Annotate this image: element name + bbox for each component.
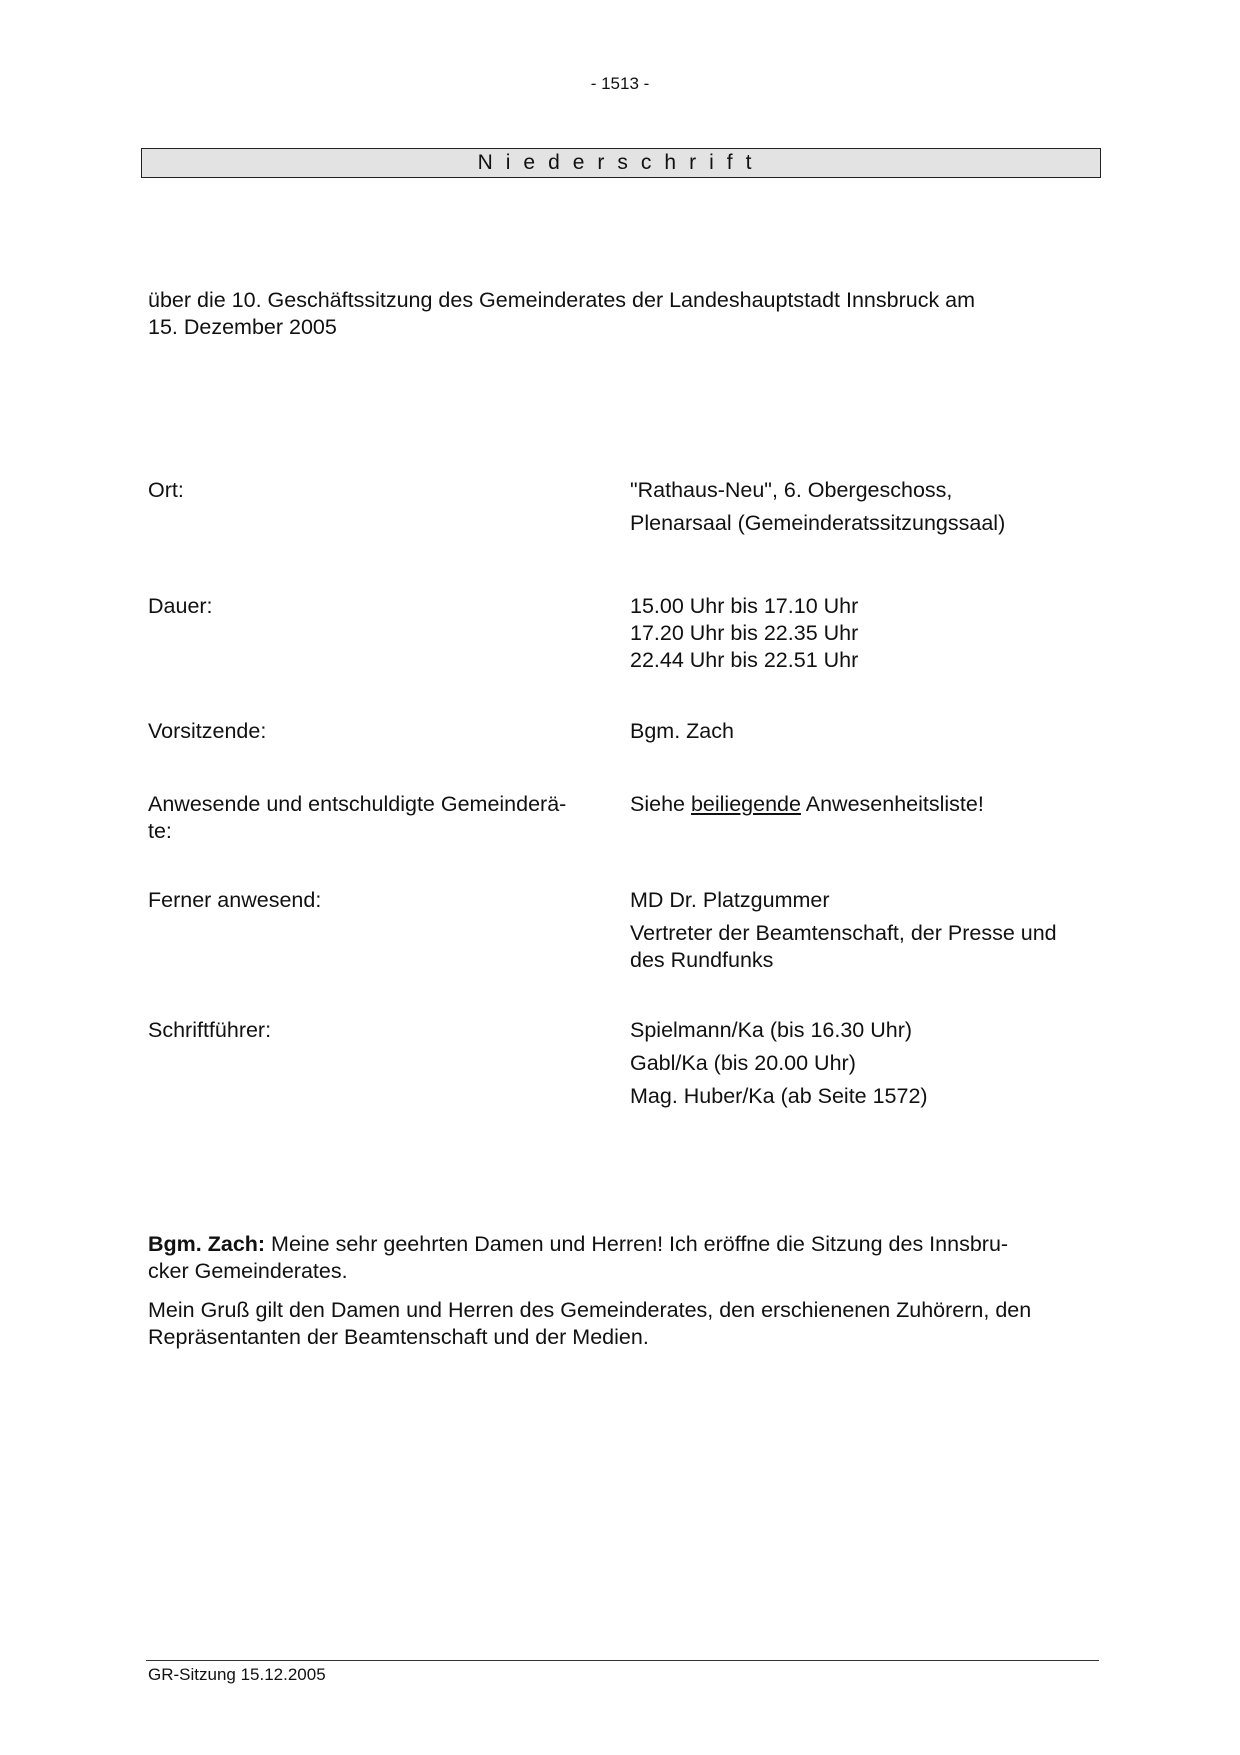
vorsitzende-label: Vorsitzende:: [148, 719, 267, 743]
ferner-label: Ferner anwesend:: [148, 888, 322, 912]
schriftfuehrer-value: [630, 1017, 1100, 1110]
schriftfuehrer-line-1: Spielmann/Ka (bis 16.30 Uhr): [630, 1018, 913, 1042]
ort-line-2: Plenarsaal (Gemeinderatssitzungssaal): [630, 511, 1006, 535]
document-title: Niederschrift: [141, 148, 1101, 178]
speaker-name: Bgm. Zach:: [148, 1232, 266, 1256]
dauer-line-3: 22.44 Uhr bis 22.51 Uhr: [630, 648, 859, 672]
anwesende-value-before: Siehe: [630, 792, 691, 816]
speech-p1-line-2: cker Gemeinderates.: [148, 1259, 348, 1283]
dauer-label: Dauer:: [148, 594, 213, 618]
footer-text: GR-Sitzung 15.12.2005: [148, 1665, 326, 1684]
anwesende-label: [148, 791, 608, 845]
speech-p1-line-1: Meine sehr geehrten Damen und Herren! Ich eröffne die Sitzung des Innsbru-: [265, 1232, 1009, 1256]
dauer-line-2: 17.20 Uhr bis 22.35 Uhr: [630, 621, 859, 645]
speech-p2-line-1: Mein Gruß gilt den Damen und Herren des Gemeinderates, den erschienenen Zuhörern, den: [148, 1298, 1032, 1322]
dauer-value: [630, 593, 1100, 674]
anwesende-label-line-1: Anwesende und entschuldigte Gemeinderä-: [148, 792, 567, 816]
ort-value: [630, 477, 1100, 537]
anwesende-label-line-2: te:: [148, 819, 172, 843]
vorsitzende-value: Bgm. Zach: [630, 719, 734, 743]
anwesende-value-after: Anwesenheitsliste!: [800, 792, 984, 816]
speech-paragraph-1: [148, 1231, 1103, 1285]
speech-paragraph-2: [148, 1297, 1103, 1351]
ferner-line-2: Vertreter der Beamtenschaft, der Presse und: [630, 921, 1057, 945]
anwesende-value: [630, 791, 1100, 818]
ferner-value: [630, 887, 1100, 974]
ferner-line-3: des Rundfunks: [630, 948, 774, 972]
ort-label: Ort:: [148, 478, 184, 502]
ferner-line-1: MD Dr. Platzgummer: [630, 888, 830, 912]
dauer-line-1: 15.00 Uhr bis 17.10 Uhr: [630, 594, 859, 618]
intro-text: [148, 287, 1098, 341]
anwesende-value-underlined: beiliegende: [690, 792, 801, 816]
footer-divider: [146, 1660, 1099, 1661]
page-number: - 1513 -: [590, 74, 650, 93]
intro-line-2: 15. Dezember 2005: [148, 315, 337, 339]
schriftfuehrer-label: Schriftführer:: [148, 1018, 272, 1042]
speech-p2-line-2: Repräsentanten der Beamtenschaft und der Medien.: [148, 1325, 649, 1349]
intro-line-1: über die 10. Geschäftssitzung des Gemeinderates der Landeshauptstadt Innsbruck am: [148, 288, 976, 312]
ort-line-1: "Rathaus-Neu", 6. Obergeschoss,: [630, 478, 953, 502]
schriftfuehrer-line-2: Gabl/Ka (bis 20.00 Uhr): [630, 1051, 856, 1075]
schriftfuehrer-line-3: Mag. Huber/Ka (ab Seite 1572): [630, 1084, 928, 1108]
opening-speech: [148, 1231, 1103, 1363]
